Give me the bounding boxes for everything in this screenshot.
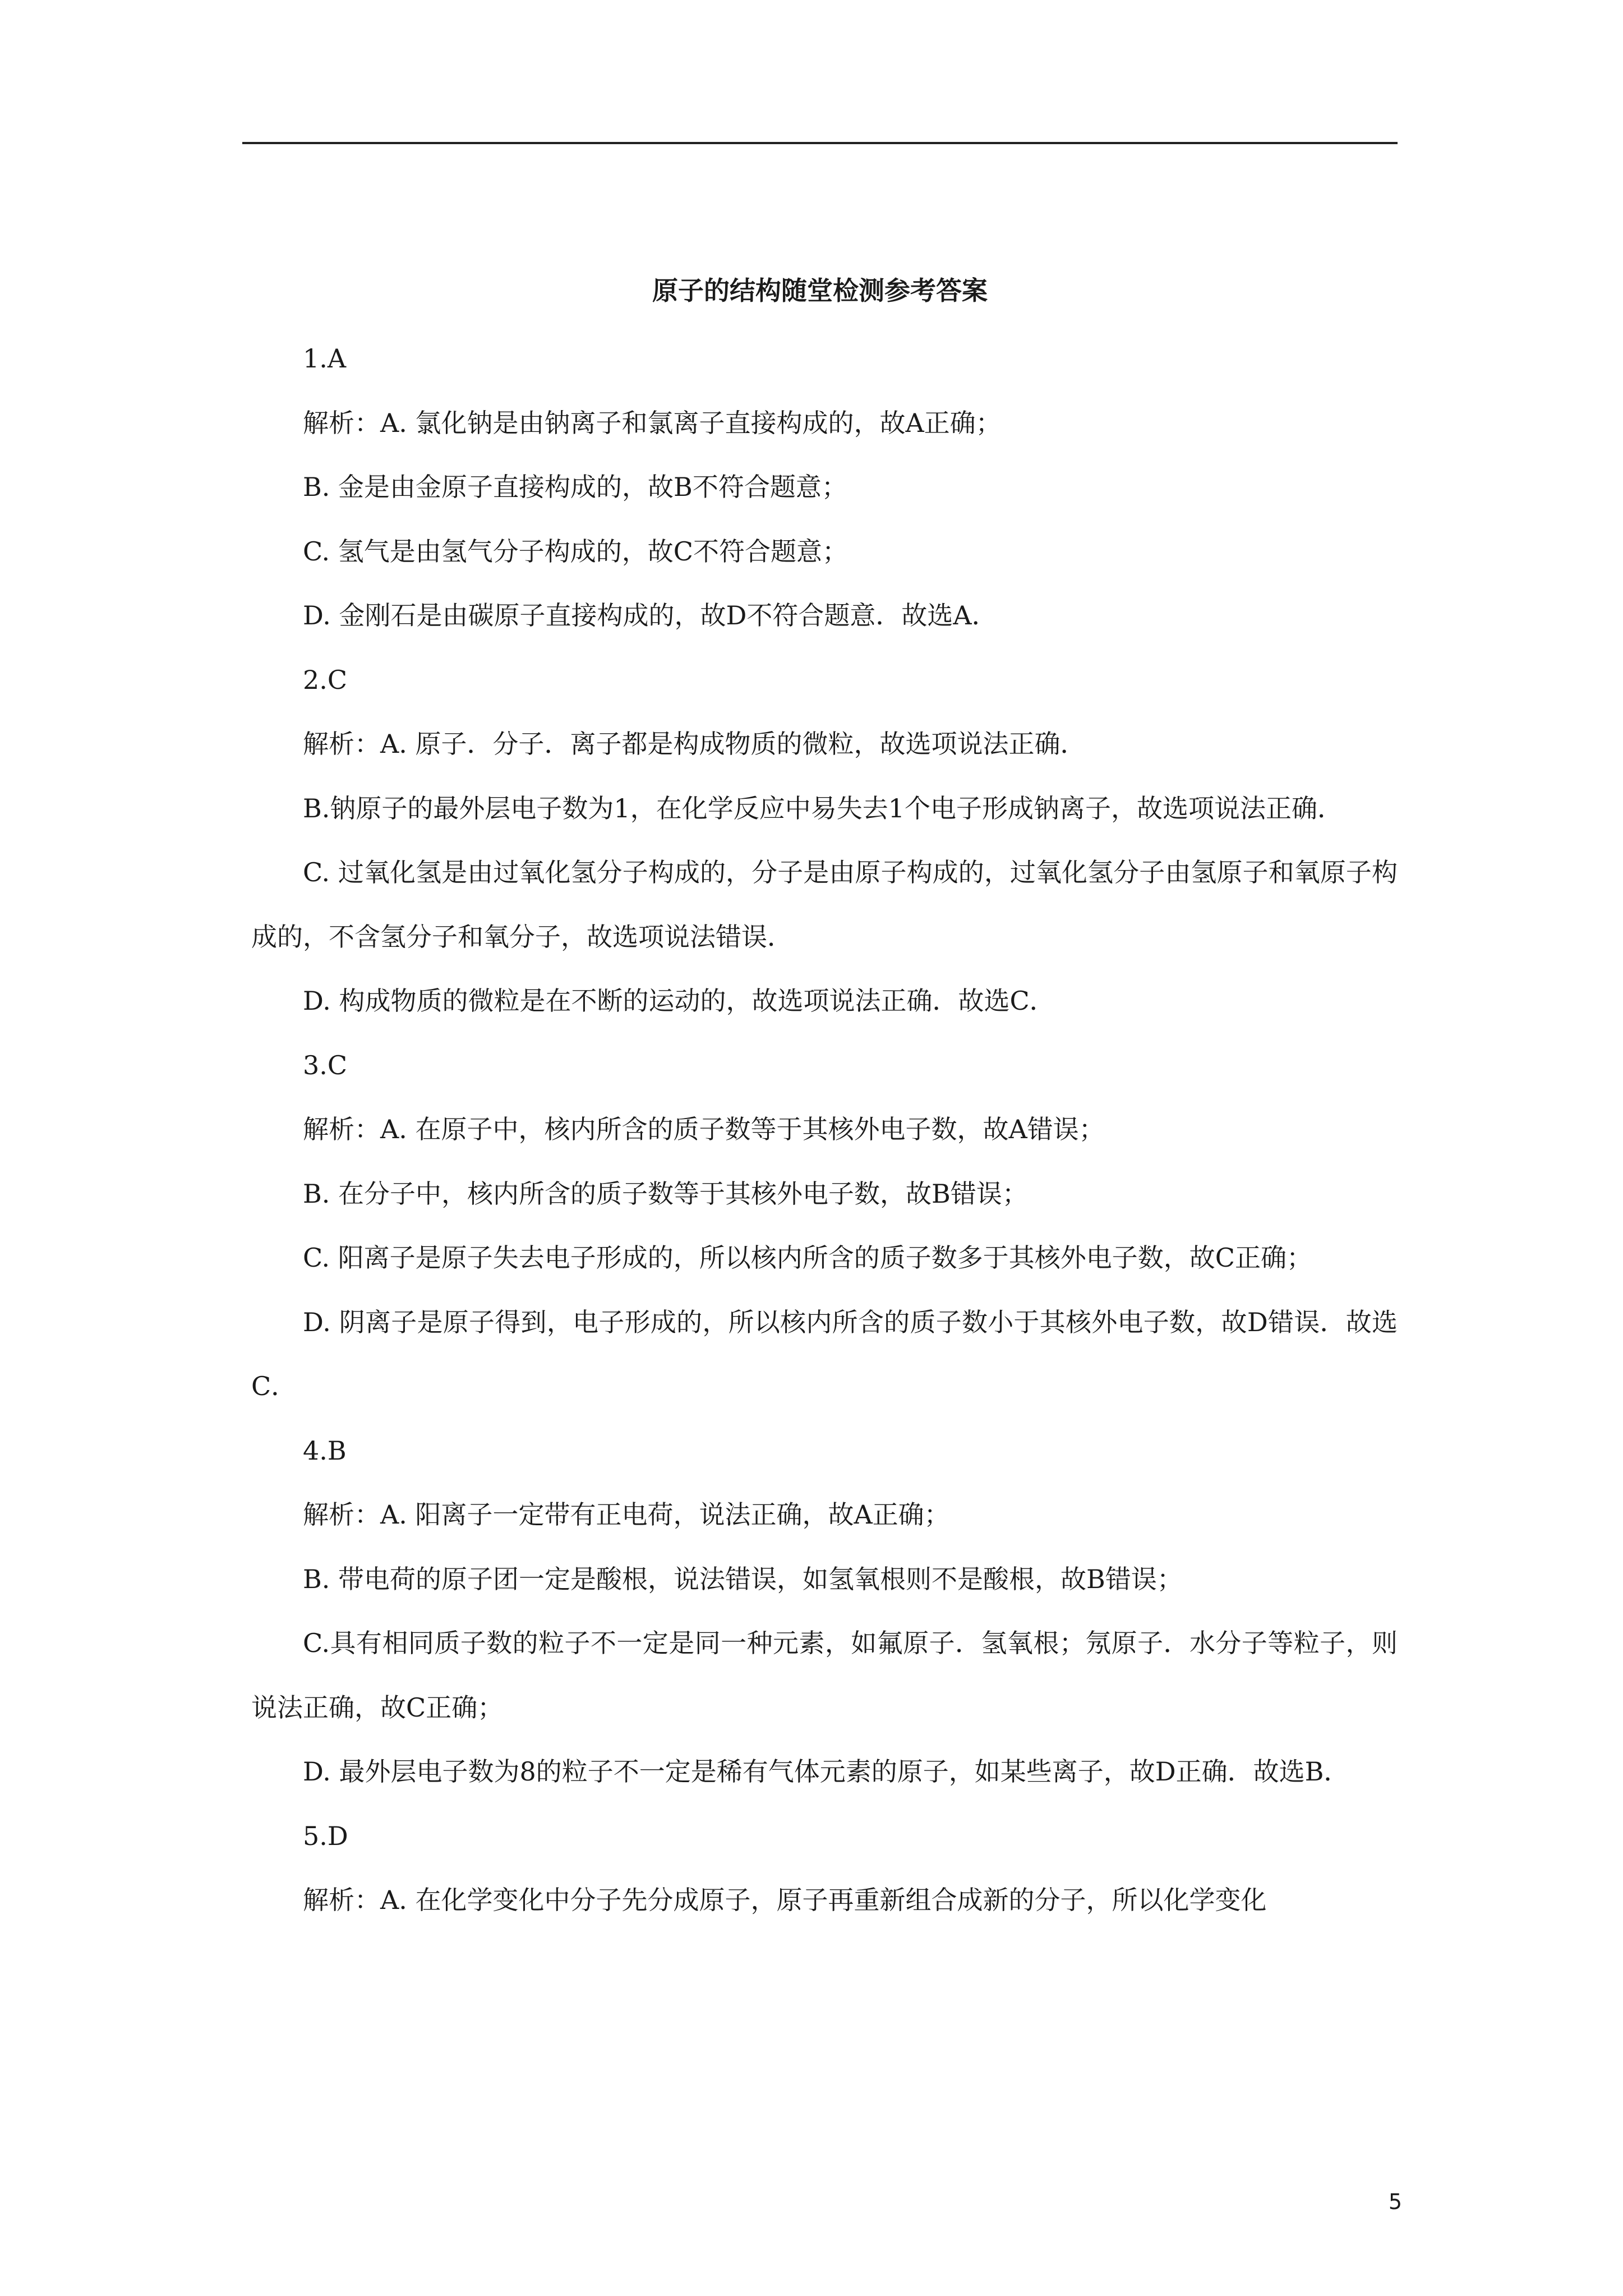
paragraph: 解析：A. 阳离子一定带有正电荷，说法正确，故A正确； [303,1499,950,1530]
page-number: 5 [1388,2189,1402,2214]
document-body [251,326,1398,1932]
paragraph: 解析：A. 在化学变化中分子先分成原子，原子再重新组合成新的分子，所以化学变化 [303,1885,1267,1915]
answer-heading: 5.D [303,1820,348,1851]
answer-heading: 3.C [303,1050,348,1080]
paragraph: C. 阳离子是原子失去电子形成的，所以核内所含的质子数多于其核外电子数，故C正确； [303,1243,1312,1273]
paragraph: 解析：A. 原子．分子．离子都是构成物质的微粒，故选项说法正确． [303,729,1086,759]
paragraph: D. 最外层电子数为8的粒子不一定是稀有气体元素的原子，如某些离子，故D正确．故选B． [303,1756,1350,1787]
page-title: 原子的结构随堂检测参考答案 [652,275,988,306]
answer-heading: 1.A [303,343,347,374]
paragraph: D. 构成物质的微粒是在不断的运动的，故选项说法正确．故选C． [303,986,1055,1016]
paragraph: B.钠原子的最外层电子数为1，在化学反应中易失去1个电子形成钠离子，故选项说法正确． [303,793,1343,823]
paragraph: C.具有相同质子数的粒子不一定是同一种元素，如氟原子．氢氧根；氖原子．水分子等粒子，则说法正确，故C正确； [251,1628,1398,1723]
answer-heading: 4.B [303,1435,347,1466]
answer-heading: 2.C [303,664,348,695]
paragraph: 解析：A. 氯化钠是由钠离子和氯离子直接构成的，故A正确； [303,407,1002,438]
paragraph: B. 金是由金原子直接构成的，故B不符合题意； [303,472,847,502]
paragraph: D. 阴离子是原子得到，电子形成的，所以核内所含的质子数小于其核外电子数，故D错误．故选C． [251,1306,1398,1401]
paragraph: C. 氢气是由氢气分子构成的，故C不符合题意； [303,536,848,567]
paragraph: B. 在分子中，核内所含的质子数等于其核外电子数，故B错误； [303,1178,1028,1209]
paragraph: 解析：A. 在原子中，核内所含的质子数等于其核外电子数，故A错误； [303,1114,1105,1144]
header-rule [242,142,1398,144]
paragraph: D. 金刚石是由碳原子直接构成的，故D不符合题意．故选A． [303,600,998,631]
paragraph: B. 带电荷的原子团一定是酸根，说法错误，如氢氧根则不是酸根，故B错误； [303,1563,1183,1594]
paragraph: C. 过氧化氢是由过氧化氢分子构成的，分子是由原子构成的，过氧化氢分子由氢原子和氧原子构成的，不含氢分子和氧分子，故选项说法错误． [251,857,1398,952]
